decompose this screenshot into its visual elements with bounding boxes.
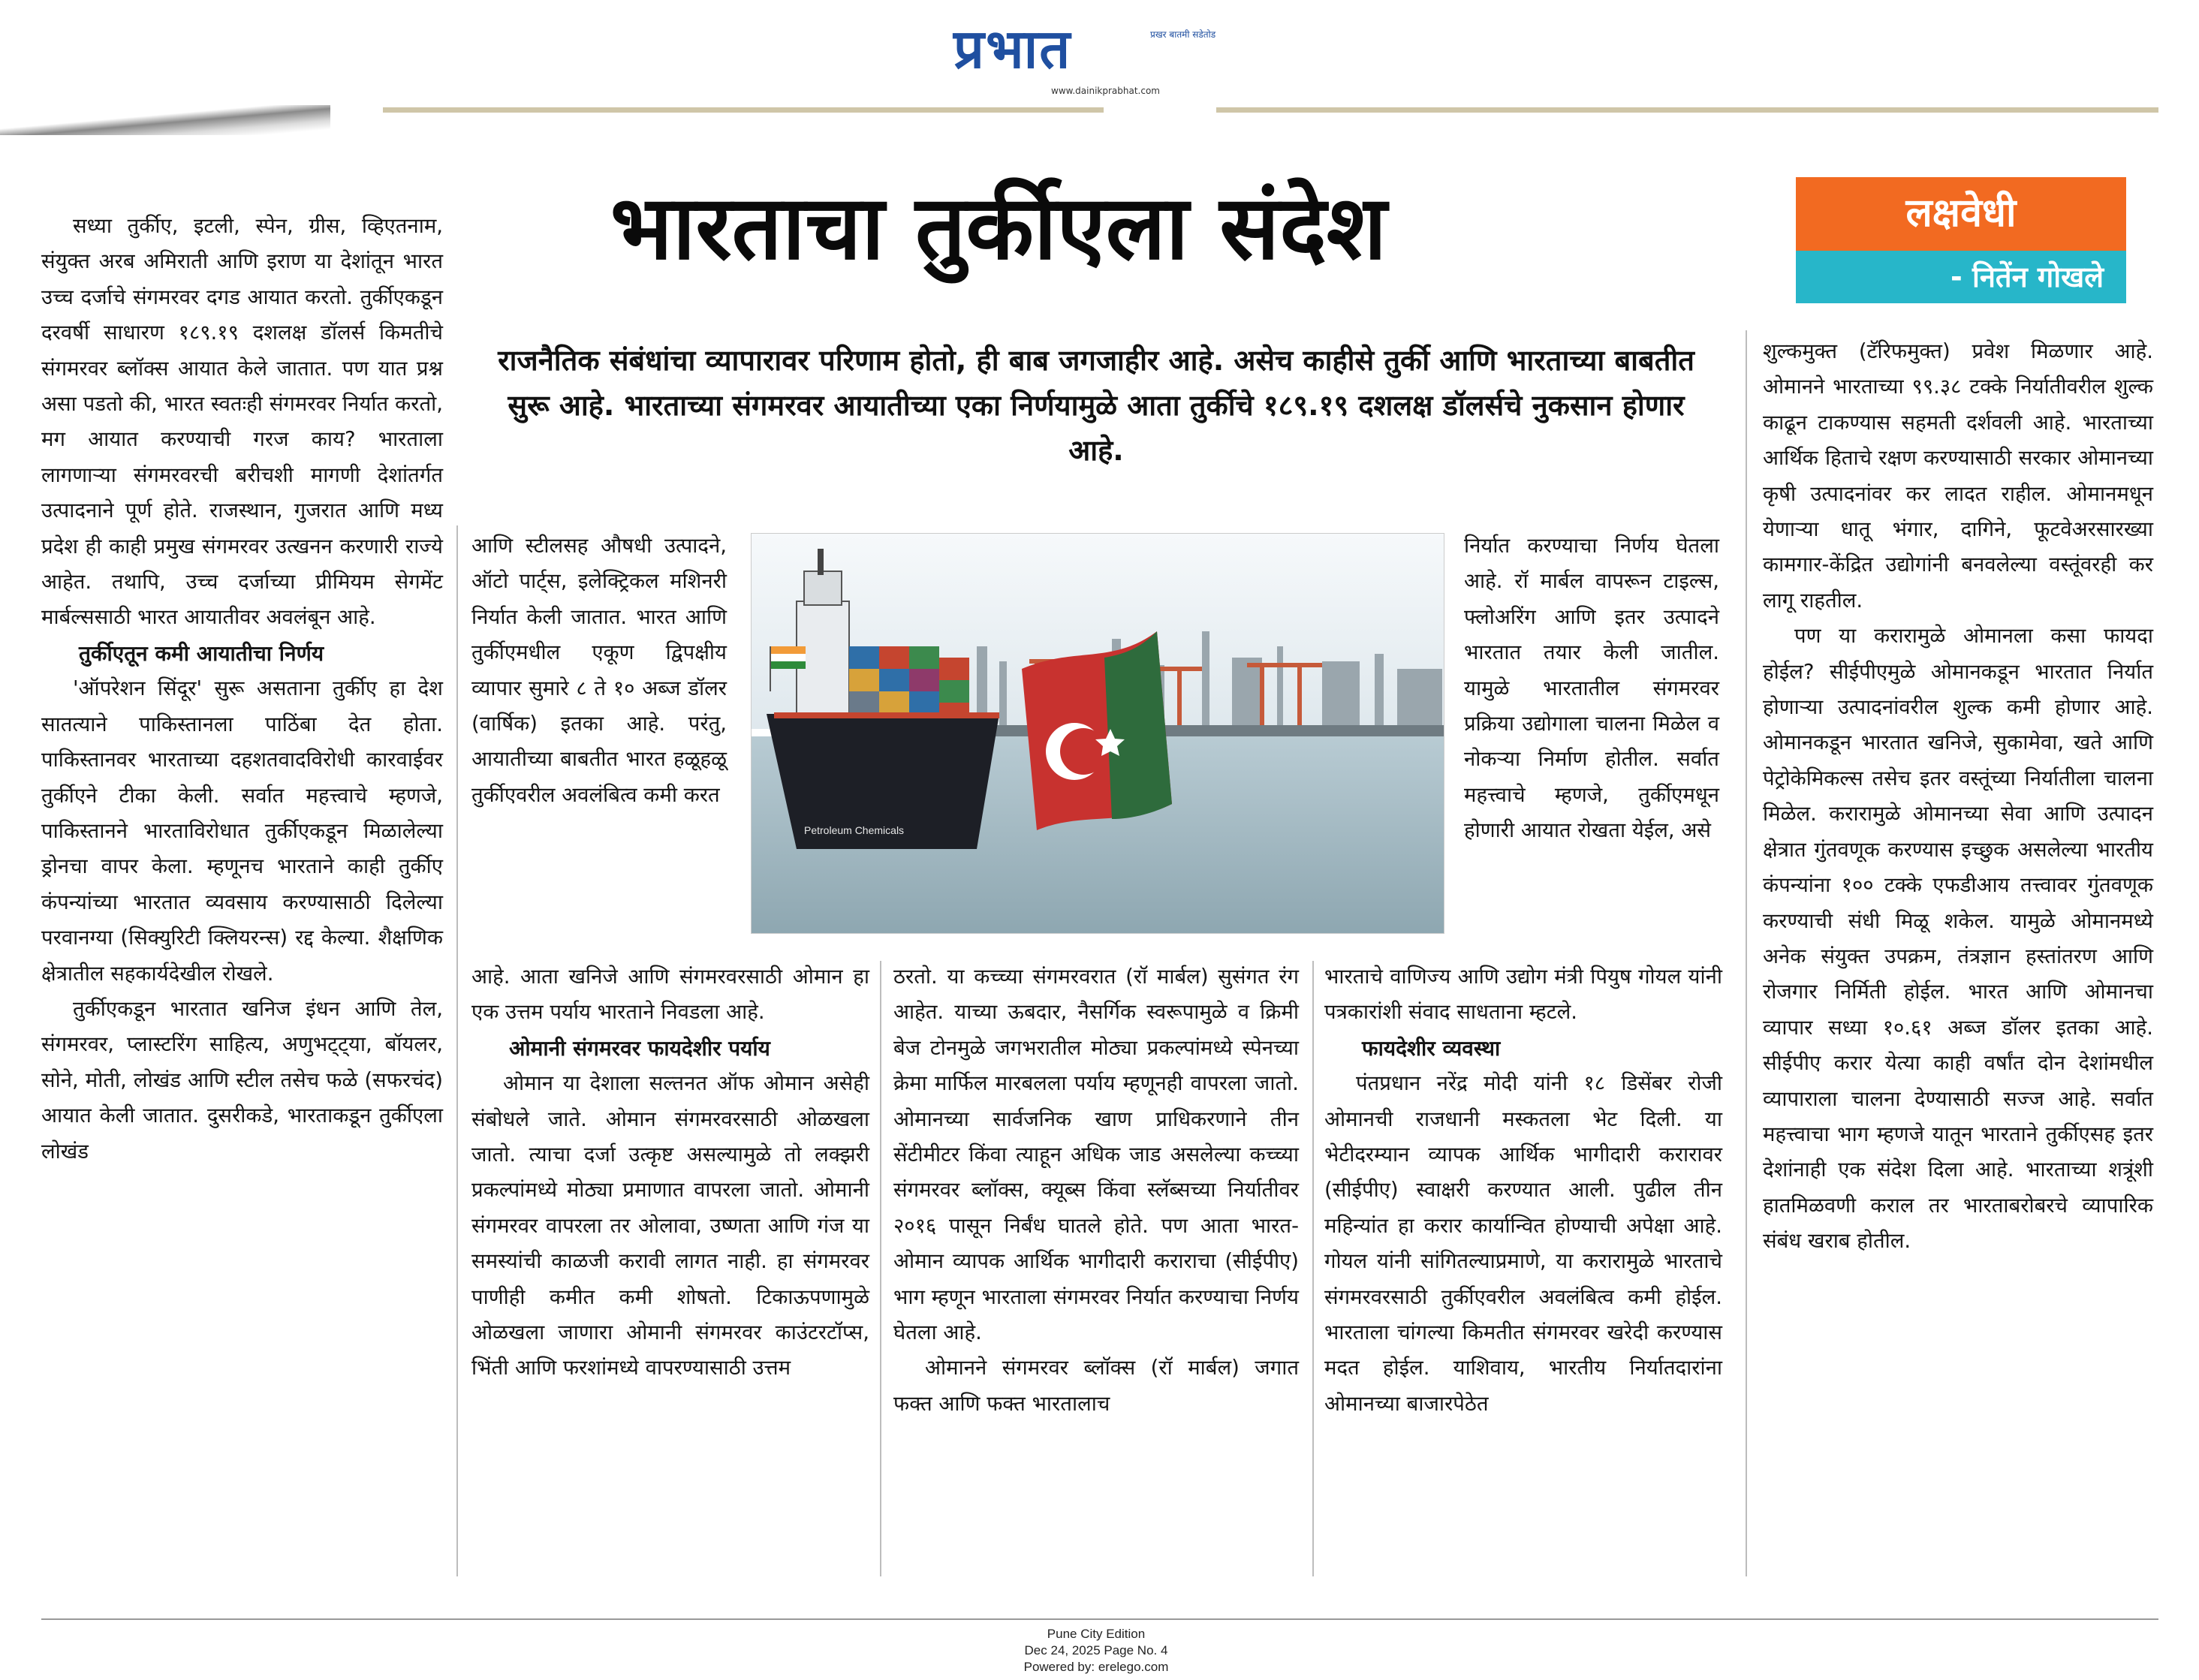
- article-column-2: [471, 959, 869, 1386]
- paragraph: ठरतो. या कच्च्या संगमरवरात (रॉ मार्बल) सुसंगत रंग आहेत. याच्या ऊबदार, नैसर्गिक स्वरूपामुळे व क्रिमी बेज टोनमुळे जगभरातील मोठ्या प्रकल्पांमध्ये स्पेनच्या क्रेमा मार्फिल मारबलला पर्याय म्हणूनही वापरला जातो. ओमानच्या सार्वजनिक खाण प्राधिकरणाने तीन सेंटीमीटर किंवा त्याहून अधिक जाड असलेल्या कच्च्या संगमरवर ब्लॉक्स, क्यूब्स किंवा स्लॅब्सच्या निर्यातीवर २०१६ पासून निर्बंध घातले होते. पण आता भारत-ओमान व्यापक आर्थिक भागीदारी कराराचा (सीईपीए) भाग म्हणून भारताला संगमरवर निर्यात करण्याचा निर्णय घेतला आहे.: [893, 965, 1299, 1345]
- paragraph: आणि स्टीलसह औषधी उत्पादने, ऑटो पार्ट्स, इलेक्ट्रिकल मशिनरी निर्यात केली जातात. भारत आणि तुर्कीएमधील एकूण द्विपक्षीय व्यापार सुमारे ८ ते १० अब्ज डॉलर (वार्षिक) इतका आहे. परंतु, आयातीच्या बाबतीत भारत हळूहळू तुर्कीएवरील अवलंबित्व कमी करत: [471, 534, 727, 807]
- paragraph: पण या करारामुळे ओमानला कसा फायदा होईल? सीईपीएमुळे ओमानकडून भारतात निर्यात होणाऱ्या उत्पादनांवरील शुल्क कमी होणार आहे. ओमानकडून भारतात खनिजे, सुकामेवा, खते आणि पेट्रोकेमिकल्स तसेच इतर वस्तूंच्या निर्यातीला चालना मिळेल. करारामुळे ओमानच्या सेवा आणि उत्पादन क्षेत्रात गुंतवणूक करण्यास इच्छुक असलेल्या भारतीय कंपन्यांना १०० टक्के एफडीआय तत्त्वावर गुंतवणूक करण्याची संधी मिळू शकेल. यामुळे ओमानमध्ये अनेक संयुक्त उपक्रम, तंत्रज्ञान हस्तांतरण आणि रोजगार निर्मिती होईल. भारत आणि ओमानचा व्यापार सध्या १०.६१ अब्ज डॉलर इतका आहे. सीईपीए करार येत्या काही वर्षांत दोन देशांमधील व्यापाराला चालना देण्यासाठी सज्ज आहे. सर्वात महत्त्वाचा भाग म्हणजे यातून भारताने तुर्कीएसह इतर देशांनाही एक संदेश दिला आहे. भारताच्या शत्रूंशी हातमिळवणी कराल तर भारताबरोबरचे व्यापारिक संबंध खराब होतील.: [1763, 624, 2153, 1254]
- paragraph: आहे. आता खनिजे आणि संगमरवरसाठी ओमान हा एक उत्तम पर्याय भारताने निवडला आहे.: [471, 965, 869, 1025]
- article-column-2-upper: [471, 528, 727, 813]
- paragraph: तुर्कीएकडून भारतात खनिज इंधन आणि तेल, संगमरवर, प्लास्टरिंग साहित्य, अणुभट्ट्या, बॉयलर, सोने, मोती, लोखंड आणि स्टील तसेच फळे (सफरचंद) आयात केली जातात. दुसरीकडे, भारताकडून तुर्कीएला लोखंड: [41, 996, 443, 1164]
- subheading: तुर्कीएतून कमी आयातीचा निर्णय: [79, 640, 324, 666]
- page-footer: [938, 1626, 1254, 1675]
- column-divider: [456, 525, 458, 1576]
- newspaper-url: www.dainikprabhat.com: [1051, 86, 1160, 96]
- paragraph: ओमानने संगमरवर ब्लॉक्स (रॉ मार्बल) जगात फक्त आणि फक्त भारतालाच: [893, 1356, 1299, 1416]
- newspaper-tagline: प्रखर बातमी सडेतोड: [1150, 29, 1216, 40]
- column-badge: [1796, 177, 2126, 303]
- column-divider: [880, 961, 881, 1576]
- paragraph: सध्या तुर्कीए, इटली, स्पेन, ग्रीस, व्हिएतनाम, संयुक्त अरब अमिराती आणि इराण या देशांतून भारत उच्च दर्जाचे संगमरवर दगड आयात करतो. तुर्कीएकडून दरवर्षी साधारण १८९.१९ दशलक्ष डॉलर्स किमतीचे संगमरवर ब्लॉक्स आयात केले जातात. पण यात प्रश्न असा पडतो की, भारत स्वतःही संगमरवर निर्यात करतो, मग आयात करण्याची गरज काय? भारताला लागणाऱ्या संगमरवरची बरीचशी मागणी देशांतर्गत उत्पादनाने पूर्ण होते. राजस्थान, गुजरात आणि मध्य प्रदेश ही काही प्रमुख संगमरवर उत्खनन करणारी राज्ये आहेत. तथापि, उच्च दर्जाच्या प्रीमियम सेगमेंट मार्बल्ससाठी भारत आयातीवर अवलंबून आहे.: [41, 214, 443, 630]
- paragraph: ओमान या देशाला सल्तनत ऑफ ओमान असेही संबोधले जाते. ओमान संगमरवरसाठी ओळखला जातो. त्याचा दर्जा उत्कृष्ट असल्यामुळे तो लक्झरी प्रकल्पांमध्ये मोठ्या प्रमाणात वापरला जातो. ओमानी संगमरवर वापरला तर ओलावा, उष्णता आणि गंज या समस्यांची काळजी करावी लागत नाही. हा संगमरवर पाणीही कमीत कमी शोषतो. टिकाऊपणामुळे ओळखला जाणारा ओमानी संगमरवर काउंटरटॉप्स, भिंती आणि फरशांमध्ये वापरण्यासाठी उत्तम: [471, 1071, 869, 1380]
- article-headline: भारताचा तुर्कीएला संदेश: [610, 176, 1387, 279]
- newspaper-logo: प्रभात: [953, 17, 1072, 80]
- column-badge-author: - नितेंन गोखले: [1796, 251, 2126, 303]
- header-rule-right: [1216, 107, 2158, 113]
- footer-powered-by: Powered by: erelego.com: [1023, 1660, 1169, 1674]
- ship-port-illustration: [752, 534, 1444, 933]
- article-intro: राजनैतिक संबंधांचा व्यापारावर परिणाम होतो, ही बाब जगजाहीर आहे. असेच काहीसे तुर्की आणि भारताच्या बाबतीत सुरू आहे. भारताच्या संगमरवर आयातीच्या एका निर्णयामुळे आता तुर्कीचे १८९.१९ दशलक्ष डॉलर्सचे नुकसान होणार आहे.: [498, 344, 1694, 467]
- article-column-1: [41, 209, 443, 1170]
- column-divider: [1312, 961, 1314, 1576]
- header-rule-left: [383, 107, 1104, 113]
- footer-edition: Pune City Edition: [1047, 1627, 1146, 1641]
- subheading: ओमानी संगमरवर फायदेशीर पर्याय: [509, 1035, 770, 1061]
- footer-date-page: Dec 24, 2025 Page No. 4: [1024, 1643, 1168, 1657]
- ship-hull-label: Petroleum Chemicals: [804, 824, 905, 836]
- article-column-5: [1763, 334, 2153, 1260]
- subheading: फायदेशीर व्यवस्था: [1362, 1035, 1501, 1061]
- column-badge-title: लक्षवेधी: [1796, 177, 2126, 251]
- header-swoosh: [0, 105, 330, 135]
- paragraph: 'ऑपरेशन सिंदूर' सुरू असताना तुर्कीए हा देश सातत्याने पाकिस्तानला पाठिंबा देत होता. पाकिस्तानवर भारताच्या दहशतवादविरोधी कारवाईवर तुर्कीएने टीका केली. सर्वात महत्त्वाचे म्हणजे, पाकिस्तानने भारताविरोधात तुर्कीएकडून मिळालेल्या ड्रोनचा वापर केला. म्हणूनच भारताने काही तुर्कीए कंपन्यांच्या भारतात व्यवसाय करण्यासाठी दिलेल्या परवानग्या (सिक्युरिटी क्लियरन्स) रद्द केल्या. शैक्षणिक क्षेत्रातील सहकार्यदेखील रोखले.: [41, 676, 443, 986]
- article-column-4: [1324, 959, 1722, 1422]
- article-photo: [751, 533, 1444, 934]
- paragraph: शुल्कमुक्त (टॅरिफमुक्त) प्रवेश मिळणार आहे. ओमानने भारताच्या ९९.३८ टक्के निर्यातीवरील शुल्क काढून टाकण्यास सहमती दर्शवली आहे. भारताच्या आर्थिक हिताचे रक्षण करण्यासाठी सरकार ओमानच्या कृषी उत्पादनांवर कर लादत राहील. ओमानमधून येणाऱ्या धातू भंगार, दागिने, फूटवेअरसारख्या कामगार-केंद्रित उद्योगांनी बनवलेल्या वस्तूंवरही कर लागू राहतील.: [1763, 339, 2153, 613]
- paragraph: पंतप्रधान नरेंद्र मोदी यांनी १८ डिसेंबर रोजी ओमानची राजधानी मस्कतला भेट दिली. या भेटीदरम्यान व्यापक आर्थिक भागीदारी करारावर (सीईपीए) स्वाक्षरी करण्यात आली. पुढील तीन महिन्यांत हा करार कार्यान्वित होण्याची अपेक्षा आहे. गोयल यांनी सांगितल्याप्रमाणे, या करारामुळे भारताचे संगमरवरसाठी तुर्कीएवरील अवलंबित्व कमी होईल. भारताला चांगल्या किमतीत संगमरवर खरेदी करण्यास मदत होईल. याशिवाय, भारतीय निर्यातदारांना ओमानच्या बाजारपेठेत: [1324, 1071, 1722, 1416]
- masthead: [946, 15, 1246, 98]
- paragraph: निर्यात करण्याचा निर्णय घेतला आहे. रॉ मार्बल वापरून टाइल्स, फ्लोअरिंग आणि इतर उत्पादने भारतात तयार केली जातील. यामुळे भारतातील संगमरवर प्रक्रिया उद्योगाला चालना मिळेल व नोकऱ्या निर्माण होतील. सर्वात महत्त्वाचे म्हणजे, तुर्कीएमधून होणारी आयात रोखता येईल, असे: [1464, 534, 1719, 843]
- footer-rule: [41, 1618, 2158, 1620]
- article-column-4-upper: [1464, 528, 1719, 849]
- paragraph: भारताचे वाणिज्य आणि उद्योग मंत्री पियुष गोयल यांनी पत्रकारांशी संवाद साधताना म्हटले.: [1324, 965, 1722, 1025]
- article-column-3: [893, 959, 1299, 1422]
- column-divider: [1746, 330, 1747, 1576]
